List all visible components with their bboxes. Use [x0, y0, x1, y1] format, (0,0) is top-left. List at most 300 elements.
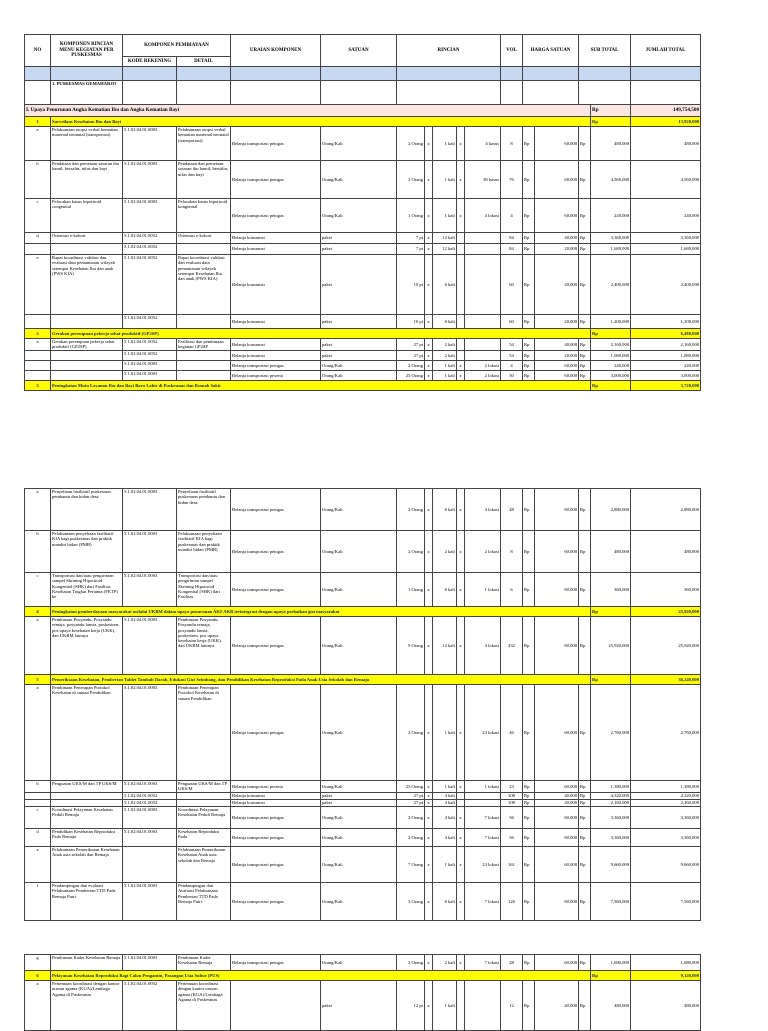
rincian-3: 7 lokasi	[465, 829, 501, 847]
item-vol: 60	[501, 255, 523, 315]
section-title: Surveilans Kesehatan Ibu dan Bayi	[51, 117, 591, 127]
table-row	[25, 617, 701, 675]
harga-rp: Rp	[523, 199, 535, 233]
item-komponen: Pembinaan Posyandu, Posyandu remaja, posyandu lansia, poskestren, pos upaya kesehatan kerja (UKK), dan UKBM lainnya	[51, 617, 123, 675]
table-row	[25, 955, 701, 971]
harga-rp: Rp	[523, 981, 535, 1031]
item-vol: 76	[501, 161, 523, 199]
rincian-2: 4 kali	[433, 829, 457, 847]
item-satuan: paket	[321, 315, 397, 329]
table-row	[25, 573, 701, 607]
item-letter	[25, 315, 51, 329]
item-uraian: Belanja transportasi petugas	[231, 829, 321, 847]
item-uraian: Belanja transportasi petugas	[231, 617, 321, 675]
header-komponen: KOMPONEN RINCIAN MENU KEGIATAN PER PUSKESMAS	[51, 35, 123, 67]
rincian-x1: x	[425, 955, 433, 971]
rincian-x2: x	[457, 361, 465, 371]
rincian-x1: x	[425, 199, 433, 233]
header-rincian: RINCIAN	[397, 35, 501, 67]
item-subtotal: 4,320,000	[591, 793, 631, 800]
item-uraian: Belanja konsumsi	[231, 233, 321, 244]
item-detail: Pertemuan koordinasi dengan kantor urusan agama (KUA)/Lembaga Agama di Puskesmas	[177, 981, 231, 1031]
rincian-3: 2 lokasi	[465, 531, 501, 573]
item-kode-rekening: 5.1.02.04.01.0052	[123, 339, 177, 351]
section-header-row	[25, 381, 701, 391]
item-vol: 84	[501, 244, 523, 255]
item-vol: 46	[501, 685, 523, 781]
rincian-3	[465, 244, 501, 255]
harga-rp: Rp	[523, 339, 535, 351]
harga-rp: Rp	[523, 127, 535, 161]
rincian-x1: x	[425, 244, 433, 255]
rincian-x1: x	[425, 981, 433, 1031]
item-harga: 60,000	[535, 685, 579, 781]
item-harga: 60,000	[535, 371, 579, 381]
item-vol: 23	[501, 781, 523, 793]
item-detail: Kesehatan Reproduksi Pada	[177, 829, 231, 847]
item-satuan: Orang/Kali	[321, 371, 397, 381]
rincian-1: 27 pt	[397, 339, 425, 351]
item-detail	[177, 351, 231, 361]
item-satuan: Orang/Kali	[321, 955, 397, 971]
table-row	[25, 339, 701, 351]
item-letter: d	[25, 233, 51, 244]
item-harga: 40,000	[535, 255, 579, 315]
subtotal-rp: Rp	[579, 127, 591, 161]
item-jumlah: 1,380,000	[631, 781, 701, 793]
rincian-x2: x	[457, 161, 465, 199]
harga-rp: Rp	[523, 489, 535, 531]
item-kode-rekening: 5.1.02.04.01.0052	[123, 255, 177, 315]
item-letter: a	[25, 981, 51, 1031]
item-letter: c	[25, 807, 51, 829]
section-total: 6,480,000	[631, 329, 701, 339]
rincian-1: 27 pt	[397, 793, 425, 800]
rincian-3: 2 lokasi	[465, 371, 501, 381]
rincian-2: 12 kali	[433, 233, 457, 244]
item-kode-rekening	[123, 847, 177, 883]
item-letter	[25, 361, 51, 371]
rincian-x2: x	[457, 617, 465, 675]
item-kode-rekening: 5.1.02.04.01.0003	[123, 127, 177, 161]
section-number: 5	[25, 675, 51, 685]
item-vol: 54	[501, 339, 523, 351]
item-harga: 60,000	[535, 807, 579, 829]
item-vol: 108	[501, 800, 523, 807]
item-uraian: Belanja transportasi petugas	[231, 127, 321, 161]
item-kode-rekening: 5.1.02.04.01.0003	[123, 685, 177, 781]
item-subtotal: 4,560,000	[591, 161, 631, 199]
rincian-2: 2 kali	[433, 955, 457, 971]
harga-rp: Rp	[523, 233, 535, 244]
rincian-2: 1 kali	[433, 685, 457, 781]
item-jumlah: 9,660,000	[631, 847, 701, 883]
item-jumlah: 1,680,000	[631, 955, 701, 971]
item-subtotal: 360,000	[591, 573, 631, 607]
item-satuan: Orang/Kali	[321, 829, 397, 847]
item-uraian: Belanja transportasi peserta	[231, 781, 321, 793]
section-title: Pemeriksaan Kesehatan, Pemberian Tablet Tambah Darah, Edukasi Gizi Seimbang, dan Pendidikan Kesehatan Reproduksi Pada Anak Usia Sekolah dan Remaja	[51, 675, 591, 685]
rincian-x2: x	[457, 685, 465, 781]
item-jumlah: 3,360,000	[631, 829, 701, 847]
item-detail: Pembinaan Penerapan Protokol Kesehatan di satuan Pendidikan	[177, 685, 231, 781]
harga-rp: Rp	[523, 617, 535, 675]
item-uraian: Belanja transportasi petugas	[231, 199, 321, 233]
rincian-3: 7 lokasi	[465, 807, 501, 829]
item-detail	[177, 800, 231, 807]
item-harga: 60,000	[535, 161, 579, 199]
section-rp: Rp	[591, 971, 631, 981]
rincian-2: 1 kali	[433, 161, 457, 199]
rincian-1: 2 Orang	[397, 955, 425, 971]
item-jumlah: 1,200,000	[631, 315, 701, 329]
item-satuan: Orang/Kali	[321, 489, 397, 531]
rincian-3: 7 lokasi	[465, 955, 501, 971]
table-row	[25, 781, 701, 793]
item-harga: 40,000	[535, 981, 579, 1031]
header-pembiayaan: KOMPONEN PEMBIAYAAN	[123, 35, 231, 57]
program-label: I. Upaya Penurunan Angka Kematian Ibu dan Angka Kematian Bayi	[25, 105, 591, 117]
rincian-2: 4 kali	[433, 807, 457, 829]
item-vol: 54	[501, 351, 523, 361]
item-letter: a	[25, 489, 51, 531]
rincian-1: 2 Orang	[397, 531, 425, 573]
item-subtotal: 2,760,000	[591, 685, 631, 781]
item-komponen: Pembinaan Penerapan Protokol Kesehatan di satuan Pendidikan	[51, 685, 123, 781]
subtotal-rp: Rp	[579, 847, 591, 883]
rincian-x1: x	[425, 339, 433, 351]
item-harga: 20,000	[535, 315, 579, 329]
rincian-3	[465, 233, 501, 244]
rincian-2: 6 kali	[433, 255, 457, 315]
item-harga: 40,000	[535, 339, 579, 351]
item-letter: d	[25, 829, 51, 847]
harga-rp: Rp	[523, 531, 535, 573]
item-vol: 50	[501, 371, 523, 381]
item-kode-rekening: 5.1.02.04.01.0003	[123, 617, 177, 675]
rincian-1: 23 Orang	[397, 781, 425, 793]
item-vol: 28	[501, 955, 523, 971]
rincian-2: 6 kali	[433, 883, 457, 921]
rincian-x1: x	[425, 829, 433, 847]
item-komponen: Pelaksanaan penyeliaan fasilitatif KIA bagi puskesmas dan praktik mandiri bidan (PMB)	[51, 531, 123, 573]
rincian-x1: x	[425, 793, 433, 800]
item-vol: 12	[501, 981, 523, 1031]
rincian-2: 2 kali	[433, 339, 457, 351]
rincian-1: 12 pt	[397, 981, 425, 1031]
item-komponen: Rapat koordinasi validasi dan evaluasi data pemantauan wilayah setempat Kesehatan Ibu dan anak (PWS KIA)	[51, 255, 123, 315]
item-komponen: Pelaksanaan Pemeriksaan Kesehatan Anak usia sekolah dan Remaja	[51, 847, 123, 883]
item-vol: 4	[501, 199, 523, 233]
rincian-2: 1 kali	[433, 371, 457, 381]
section-title: Pelayanan Kesehatan Reproduksi Bagi Calon Pengantin, Pasangan Usia Subur (PUS)	[51, 971, 591, 981]
item-komponen: Koordinasi Pelayanan Kesehatan Peduli Remaja	[51, 807, 123, 829]
program-rp: Rp	[591, 105, 631, 117]
budget-table-1	[24, 34, 701, 391]
section-title: Peningkatan Mutu Layanan Ibu dan Bayi Baru Lahir di Puskesmas dan Rumah Sakit	[51, 381, 591, 391]
item-subtotal: 25,920,000	[591, 617, 631, 675]
rincian-3	[465, 315, 501, 329]
item-detail	[177, 793, 231, 800]
item-vol: 6	[501, 573, 523, 607]
harga-rp: Rp	[523, 800, 535, 807]
item-uraian: Belanja konsumsi	[231, 800, 321, 807]
item-uraian: Belanja konsumsi	[231, 244, 321, 255]
section-total: 13,920,000	[631, 117, 701, 127]
rincian-3: 4 lokasi	[465, 199, 501, 233]
rincian-3: 4 lokasi	[465, 489, 501, 531]
item-letter	[25, 793, 51, 800]
section-rp: Rp	[591, 675, 631, 685]
item-kode-rekening: 5.1.02.04.01.0052	[123, 233, 177, 244]
rincian-1: 2 Orang	[397, 127, 425, 161]
rincian-1: 7 Orang	[397, 847, 425, 883]
table-row	[25, 233, 701, 244]
item-detail: Transportasi dan/atau pengiriman sampel Skrining Hipotiroid Kongenital (SHK) dari Fasilitas	[177, 573, 231, 607]
item-uraian: Belanja konsumsi	[231, 351, 321, 361]
rincian-1: 1 Orang	[397, 573, 425, 607]
item-detail: Fasilitasi dan pembinaan kegiatan GP2SP	[177, 339, 231, 351]
blank-blue-row	[25, 67, 701, 81]
item-uraian: Belanja transportasi petugas	[231, 573, 321, 607]
rincian-x2: x	[457, 781, 465, 793]
item-satuan: Orang/Kali	[321, 685, 397, 781]
rincian-x2	[457, 315, 465, 329]
item-subtotal: 1,680,000	[591, 955, 631, 971]
harga-rp: Rp	[523, 573, 535, 607]
header-subtotal: SUB TOTAL	[579, 35, 631, 67]
rincian-3: 2 lokasi	[465, 361, 501, 371]
item-satuan: Orang/Kali	[321, 847, 397, 883]
item-komponen: Orientasi e-kohort	[51, 233, 123, 244]
item-subtotal: 480,000	[591, 981, 631, 1031]
header-satuan: SATUAN	[321, 35, 397, 67]
item-komponen	[51, 793, 123, 800]
header-vol: VOL	[501, 35, 523, 67]
rincian-x1: x	[425, 361, 433, 371]
table-row	[25, 685, 701, 781]
item-satuan: Orang/Kali	[321, 573, 397, 607]
subtotal-rp: Rp	[579, 573, 591, 607]
subtotal-rp: Rp	[579, 617, 591, 675]
item-komponen	[51, 315, 123, 329]
item-harga: 40,000	[535, 793, 579, 800]
subtotal-rp: Rp	[579, 685, 591, 781]
rincian-x2: x	[457, 127, 465, 161]
rincian-2: 1 kali	[433, 781, 457, 793]
subtotal-rp: Rp	[579, 955, 591, 971]
subtotal-rp: Rp	[579, 233, 591, 244]
rincian-1: 2 Orang	[397, 361, 425, 371]
item-uraian: Belanja konsumsi	[231, 315, 321, 329]
item-kode-rekening: 5.1.02.04.01.0003	[123, 573, 177, 607]
item-detail: Pendataan dan pemetaan sasaran ibu hamil, bersalin, nifas dan bayi	[177, 161, 231, 199]
item-kode-rekening: 5.1.02.04.01.0003	[123, 371, 177, 381]
item-satuan: paket	[321, 351, 397, 361]
item-uraian: Belanja konsumsi	[231, 793, 321, 800]
item-kode-rekening: 5.1.02.04.01.0003	[123, 361, 177, 371]
rincian-1: 25 Orang	[397, 371, 425, 381]
item-vol: 8	[501, 127, 523, 161]
item-uraian	[231, 981, 321, 1031]
rincian-3: 38 kasus	[465, 161, 501, 199]
sections-page-2	[25, 489, 701, 921]
sheet-part-1	[24, 34, 700, 391]
item-vol: 432	[501, 617, 523, 675]
item-subtotal: 2,400,000	[591, 255, 631, 315]
item-jumlah: 480,000	[631, 531, 701, 573]
subtotal-rp: Rp	[579, 883, 591, 921]
harga-rp: Rp	[523, 315, 535, 329]
rincian-x2	[457, 233, 465, 244]
item-jumlah: 25,920,000	[631, 617, 701, 675]
item-satuan: paket	[321, 233, 397, 244]
section-total: 9,120,000	[631, 971, 701, 981]
rincian-x2: x	[457, 883, 465, 921]
item-letter: a	[25, 617, 51, 675]
item-komponen: Pendataan dan pemetaan sasaran ibu hamil, bersalin, nifas dan bayi	[51, 161, 123, 199]
item-harga: 60,000	[535, 489, 579, 531]
rincian-x2: x	[457, 955, 465, 971]
item-vol: 60	[501, 315, 523, 329]
item-detail: Penguatan UKS/M dan TP UKS/M	[177, 781, 231, 793]
rincian-3: 4 lokasi	[465, 617, 501, 675]
item-letter	[25, 800, 51, 807]
subtotal-rp: Rp	[579, 361, 591, 371]
rincian-2: 6 kali	[433, 573, 457, 607]
rincian-x2	[457, 981, 465, 1031]
item-komponen: Gerakan perempuan pekerja sehat produktif (GP2SP)	[51, 339, 123, 351]
item-subtotal: 3,360,000	[591, 807, 631, 829]
section-header-row	[25, 675, 701, 685]
subtotal-rp: Rp	[579, 981, 591, 1031]
program-row	[25, 105, 701, 117]
table-row	[25, 531, 701, 573]
subtotal-rp: Rp	[579, 781, 591, 793]
item-uraian: Belanja transportasi petugas	[231, 361, 321, 371]
item-satuan: paket	[321, 793, 397, 800]
item-subtotal: 2,160,000	[591, 339, 631, 351]
item-letter: b	[25, 531, 51, 573]
item-jumlah: 2,160,000	[631, 800, 701, 807]
rincian-1: 10 pt	[397, 255, 425, 315]
item-kode-rekening: 5.1.02.04.01.0052	[123, 793, 177, 800]
item-uraian: Belanja konsumsi	[231, 255, 321, 315]
item-jumlah: 360,000	[631, 573, 701, 607]
item-komponen: Penyeliaan fasilitatif puskesmas pembantu dan bidan desa	[51, 489, 123, 531]
rincian-3: 1 lokasi	[465, 573, 501, 607]
rincian-x2: x	[457, 531, 465, 573]
item-harga: 60,000	[535, 531, 579, 573]
item-detail	[177, 244, 231, 255]
rincian-3: 23 lokasi	[465, 685, 501, 781]
rincian-x1: x	[425, 573, 433, 607]
item-harga: 60,000	[535, 617, 579, 675]
rincian-x2	[457, 244, 465, 255]
item-uraian: Belanja transportasi petugas	[231, 531, 321, 573]
item-uraian: Belanja transportasi petugas	[231, 489, 321, 531]
item-uraian: Belanja konsumsi	[231, 339, 321, 351]
header-kode: KODE REKENING	[123, 57, 177, 67]
rincian-2: 1 kali	[433, 199, 457, 233]
table-row	[25, 315, 701, 329]
sheet-part-2	[24, 488, 700, 921]
item-uraian: Belanja transportasi petugas	[231, 883, 321, 921]
item-subtotal: 3,360,000	[591, 233, 631, 244]
item-komponen: Pertemuan koordinasi dengan kantor urusan agama (KUA)/Lembaga Agama di Puskesmas	[51, 981, 123, 1031]
item-letter: a	[25, 339, 51, 351]
item-komponen	[51, 351, 123, 361]
rincian-2: 1 kali	[433, 127, 457, 161]
item-detail: Pembinaan Posyandu, Posyandu remaja, posyandu lansia, poskestren, pos upaya kesehatan kerja (UKK), dan UKBM lainnya	[177, 617, 231, 675]
item-letter: b	[25, 161, 51, 199]
rincian-x1: x	[425, 531, 433, 573]
item-letter: e	[25, 255, 51, 315]
table-row	[25, 199, 701, 233]
rincian-x2	[457, 793, 465, 800]
item-detail: Pelaksanaan Pemeriksaan Kesehatan Anak usia sekolah dan Remaja	[177, 847, 231, 883]
item-satuan: paket	[321, 244, 397, 255]
item-jumlah: 480,000	[631, 127, 701, 161]
table-row	[25, 883, 701, 921]
program-total: 149,754,500	[631, 105, 701, 117]
rincian-3: 4 kasus	[465, 127, 501, 161]
rincian-x1: x	[425, 233, 433, 244]
harga-rp: Rp	[523, 781, 535, 793]
item-detail	[177, 371, 231, 381]
item-detail: Pelaksanaan penyeliaan fasilitatif KIA bagi puskesmas dan praktik mandiri bidan (PMB)	[177, 531, 231, 573]
harga-rp: Rp	[523, 685, 535, 781]
item-detail: Pembinaan Kader Kesehatan Remaja	[177, 955, 231, 971]
header-jumlah: JUMLAH TOTAL	[631, 35, 701, 67]
section-number: 3	[25, 381, 51, 391]
item-jumlah: 240,000	[631, 199, 701, 233]
item-kode-rekening: 5.1.02.04.01.0052	[123, 981, 177, 1031]
rincian-x2	[457, 351, 465, 361]
item-harga: 60,000	[535, 127, 579, 161]
table-row	[25, 361, 701, 371]
rincian-x1: x	[425, 351, 433, 361]
rincian-3	[465, 800, 501, 807]
rincian-3	[465, 339, 501, 351]
table-row	[25, 800, 701, 807]
harga-rp: Rp	[523, 807, 535, 829]
item-jumlah: 2,760,000	[631, 685, 701, 781]
rincian-3: 1 lokasi	[465, 781, 501, 793]
item-jumlah: 2,400,000	[631, 255, 701, 315]
subtotal-rp: Rp	[579, 371, 591, 381]
table-row	[25, 847, 701, 883]
item-jumlah: 480,000	[631, 981, 701, 1031]
item-jumlah: 2,160,000	[631, 339, 701, 351]
item-komponen: Transportasi dan/atau pengiriman sampel Skrining Hipotiroid Kongenital (SHK) dari Fasilitas Kesehatan Tingkat Pertama (FKTP) ke	[51, 573, 123, 607]
rincian-1: 7 pt	[397, 233, 425, 244]
rincian-1: 27 pt	[397, 351, 425, 361]
item-detail: Pelaksanaan otopsi verbal kematian maternal neonatal (transportasi)	[177, 127, 231, 161]
item-jumlah: 3,360,000	[631, 807, 701, 829]
rincian-x1: x	[425, 800, 433, 807]
table-row	[25, 807, 701, 829]
rincian-x1: x	[425, 315, 433, 329]
item-harga: 60,000	[535, 847, 579, 883]
item-kode-rekening: 5.1.02.04.01.0003	[123, 829, 177, 847]
rincian-x2: x	[457, 371, 465, 381]
section-total: 36,240,000	[631, 675, 701, 685]
rincian-x1: x	[425, 617, 433, 675]
rincian-1: 2 Orang	[397, 161, 425, 199]
table-row	[25, 489, 701, 531]
item-komponen	[51, 361, 123, 371]
